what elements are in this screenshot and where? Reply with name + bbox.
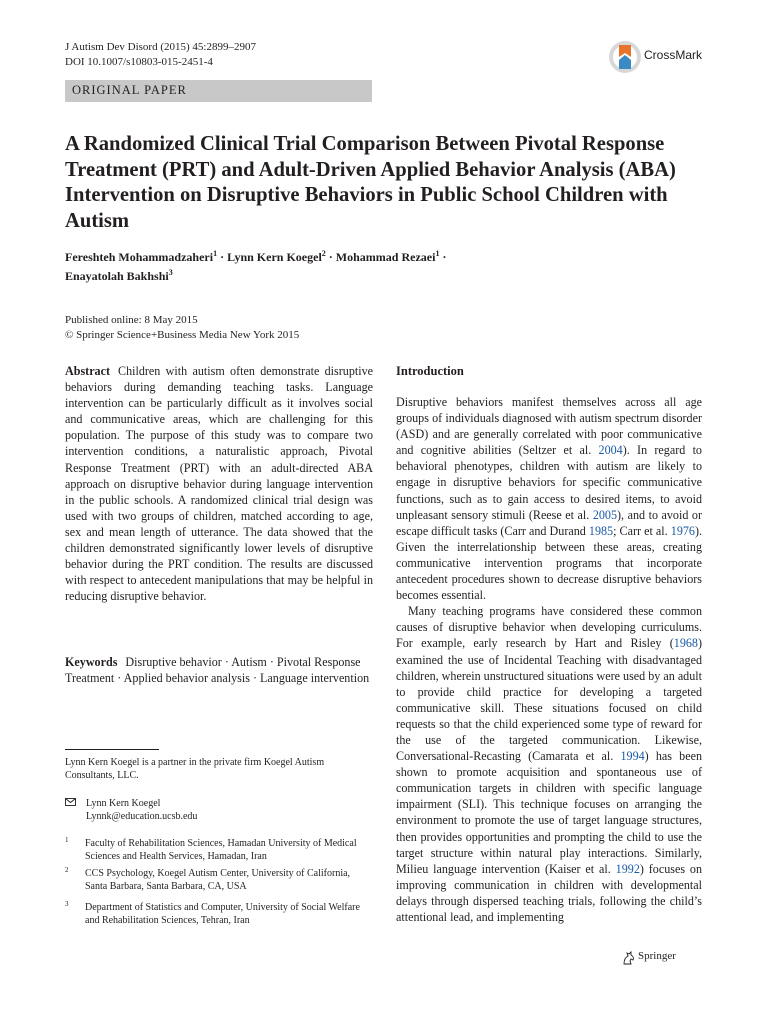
crossmark-icon [608,38,642,76]
author-separator: · [439,250,447,264]
paragraph-text: Disruptive behaviors manifest themselves across all age groups of individuals diagnosed with autism spectrum disorder (ASD) and are generally correlated with poor communicative and cognitive abilities (Seltzer et al. [396,395,702,458]
author-name: Enayatolah Bakhshi [65,269,169,283]
author-name: Fereshteh Mohammadzaheri [65,250,214,264]
abstract-text: Children with autism often demonstrate disruptive behaviors during demanding teaching tasks. Language intervention can be particularly difficult as it involves social and communicative areas, which are challenging for this population. The purpose of this study was to compare two intervention conditions, a naturalistic approach, Pivotal Response Treatment (PRT) with an adult-directed ABA approach on disruptive behavior during language intervention in the public schools. A randomized clinical trial design was used with two groups of children, matched according to age, sex and mean length of utterance. The data showed that the children demonstrated significantly lower levels of disruptive behavior during the PRT condition. The results are discussed with respect to antecedent manipulations that may be helpful in reducing disruptive behavior. [65,364,373,604]
contact-email-link[interactable]: Lynnk@education.ucsb.edu [86,811,198,822]
abstract-label: Abstract [65,364,111,378]
citation-link[interactable]: 1976 [670,523,695,538]
citation-link[interactable]: 1992 [615,861,640,876]
paragraph-text: ), and to avoid or escape difficult tasks (Carr and Durand [396,507,702,538]
article-title: A Randomized Clinical Trial Comparison Between Pivotal Response Treatment (PRT) and Adult-Driven Applied Behavior Analysis (ABA) Intervention on Disruptive Behaviors in Public School Children with Autism [65,133,676,232]
citation-link[interactable]: 1994 [620,749,645,764]
keywords-label: Keywords [65,655,118,669]
journal-citation: J Autism Dev Disord (2015) 45:2899–2907 [65,41,256,53]
author-list [65,246,715,284]
paragraph-text: Many teaching programs have considered these common causes of disruptive behavior when developing curriculums. For example, early research by Hart and Risley ( [396,604,702,651]
body-paragraph [396,394,702,603]
paragraph-text: ). In regard to behavioral phenotypes, children with autism are likely to engage in disruptive behaviors for specific communicative functions, such as to gain access to desired items, to avoid unpleasant sensory stimuli (Reese et al. [396,443,702,522]
paragraph-text: ) has been shown to promote acquisition and spontaneous use of communication targets in children with specific language impairment (SLI). This technique focuses on arranging the environment to promote the use of target language structures, then provides opportunities and prompting the child to use the target structure within natural play interactions. Similarly, Milieu language intervention (Kaiser et al. [396,749,702,876]
citation-link[interactable]: 1985 [588,523,614,538]
author-separator: · [217,250,228,264]
keywords-text: Disruptive behavior · Autism · Pivotal Response Treatment · Applied behavior analysis · Language intervention [65,655,370,686]
publisher-name: Springer [638,950,676,962]
crossmark-label: CrossMark [644,48,703,62]
paragraph-text: ; Carr et al. [613,523,671,538]
introduction-body [396,394,702,925]
author-separator: · [325,250,336,264]
author-name: Mohammad Rezaei [335,250,436,264]
author-affiliation-marker: 1 [213,249,218,258]
body-paragraph [396,603,702,925]
affiliation-number: 2 [65,866,69,874]
footnote-divider [65,749,159,750]
doi: DOI 10.1007/s10803-015-2451-4 [65,56,213,68]
author-affiliation-marker: 2 [321,249,326,258]
abstract [65,363,373,604]
publisher-footer [622,950,712,966]
paragraph-text: ) examined the use of Incidental Teaching with disadvantaged children, wherein unstructured situations were used by an adult to provide child practice for developing a targeted communicative skill. These situations focused on child requests so that the child experienced some type of reward for the use of the targeted communication. Likewise, Conversational-Recasting (Camarata et al. [396,636,702,764]
paragraph-text: ). Given the interrelationship between these areas, creating communicative intervention programs that incorporate antecedent procedures shown to decrease disruptive behaviors becomes essential. [396,523,703,603]
article-type-label: ORIGINAL PAPER [72,83,187,97]
citation-link[interactable]: 2004 [598,443,623,458]
author-affiliation-marker: 1 [435,249,440,258]
published-date: Published online: 8 May 2015 [65,314,198,326]
keywords [65,654,373,686]
springer-horse-icon [622,951,635,965]
copyright-notice: © Springer Science+Business Media New York 2015 [65,329,300,341]
envelope-icon [65,798,76,806]
affiliation-number: 3 [65,900,69,908]
article-type-banner [65,80,372,102]
paragraph-text: ) focuses on improving communication in children with developmental delays through dispersed teaching trials, following the child’s attentional lead, and implementing [396,861,703,924]
contact-name: Lynn Kern Koegel [86,798,161,809]
affiliation-text: Department of Statistics and Computer, University of Social Welfare and Rehabilitation Sciences, Tehran, Iran [85,902,360,927]
author-affiliation-marker: 3 [168,268,173,277]
citation-link[interactable]: 1968 [673,636,698,651]
crossmark-badge[interactable] [608,38,718,76]
conflict-note: Lynn Kern Koegel is a partner in the private firm Koegel Autism Consultants, LLC. [65,757,325,782]
author-name: Lynn Kern Koegel [227,250,322,264]
citation-link[interactable]: 2005 [592,507,618,522]
affiliation-number: 1 [65,836,69,844]
affiliation-text: CCS Psychology, Koegel Autism Center, University of California, Santa Barbara, Santa Barbara, CA, USA [85,868,351,893]
affiliation-text: Faculty of Rehabilitation Sciences, Hamadan University of Medical Sciences and Health Services, Hamadan, Iran [85,838,357,863]
section-heading-introduction: Introduction [396,364,464,378]
